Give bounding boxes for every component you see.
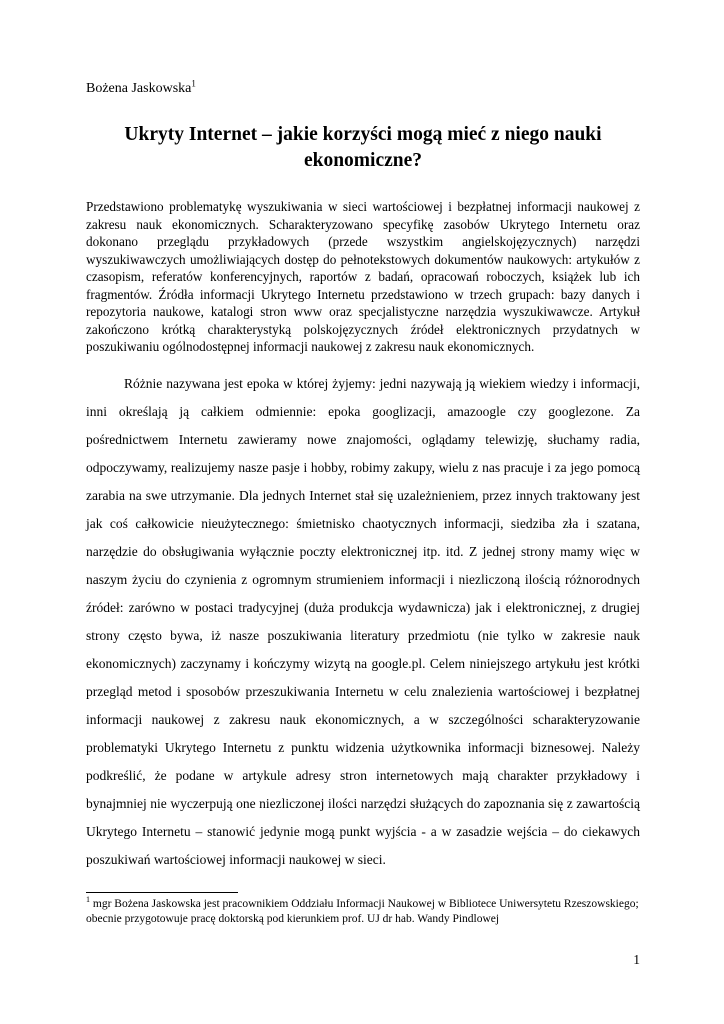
page-number: 1 [633,952,640,967]
author-name: Bożena Jaskowska [86,81,192,96]
page-title: Ukryty Internet – jakie korzyści mogą mieć z niego nauki ekonomiczne? [124,124,602,171]
footnote-paragraph [86,897,640,927]
author-footnote-ref: 1 [191,78,196,89]
body-paragraph: Różnie nazywana jest epoka w której żyjemy: jedni nazywają ją wiekiem wiedzy i informacji, inni określają ją całkiem odmiennie: epoka googlizacji, amazoogle czy googlezone. Za pośrednictwem Internetu zawieramy nowe znajomości, oglądamy telewizję, słuchamy radia, odpoczywamy, realizujemy nasze pasje i hobby, robimy zakupy, wielu z nas pracuje i za jego pomocą zarabia na swe utrzymanie. Dla jednych Internet stał się uzależnieniem, przez innych traktowany jest jak coś całkowicie nieużytecznego: śmietnisko chaotycznych informacji, siedziba zła i szatana, narzędzie do obsługiwania wyłącznie poczty elektronicznej itp. itd. Z jednej strony mamy więc w naszym życiu do czynienia z ogromnym strumieniem informacji i niezliczoną ilością różnorodnych źródeł: zarówno w postaci tradycyjnej (duża produkcja wydawnicza) jak i elektronicznej, z drugiej strony często bywa, iż nasze poszukiwania literatury przedmiotu (nie tylko w zakresie nauk ekonomicznych) zaczynamy i kończymy wizytą na google.pl. Celem niniejszego artykułu jest krótki przegląd metod i sposobów przeszukiwania Internetu w celu znalezienia wartościowej i bezpłatnej informacji naukowej z zakresu nauk ekonomicznych, a w szczególności scharakteryzowanie problematyki Ukrytego Internetu z punktu widzenia użytkownika informacji biznesowej. Należy podkreślić, że podane w artykule adresy stron internetowych mają charakter przykładowy i bynajmniej nie wyczerpują one niezliczonej ilości narzędzi służących do zapoznania się z zawartością Ukrytego Internetu – stanowić jedynie mogą punkt wyjścia - a w zasadzie wejścia – do ciekawych poszukiwań wartościowej informacji naukowej w sieci. [86,375,640,867]
footnote-marker: 1 [86,895,90,905]
page-content [86,80,640,874]
footnote-text: mgr Bożena Jaskowska jest pracownikiem Oddziału Informacji Naukowej w Bibliotece Uniwersytetu Rzeszowskiego; obecnie przygotowuje pracę doktorską pod kierunkiem prof. UJ dr hab. Wandy Pindlowej [86,898,639,925]
footnote-area [86,892,640,927]
footnote-separator [86,892,238,893]
abstract-paragraph: Przedstawiono problematykę wyszukiwania w sieci wartościowej i bezpłatnej informacji naukowej z zakresu nauk ekonomicznych. Scharakteryzowano specyfikę zasobów Ukrytego Internetu oraz dokonano przeglądu przykładowych (przede wszystkim angielskojęzycznych) narzędzi wyszukiwawczych umożliwiających dostęp do pełnotekstowych dokumentów naukowych: artykułów z czasopism, referatów konferencyjnych, raportów z badań, opracowań roboczych, książek lub ich fragmentów. Źródła informacji Ukrytego Internetu przedstawiono w trzech grupach: bazy danych i repozytoria naukowe, katalogi stron www oraz specjalistyczne narzędzia wyszukiwawcze. Artykuł zakończono krótką charakterystyką polskojęzycznych źródeł elektronicznych przydatnych w poszukiwaniu ogólnodostępnej informacji naukowej z zakresu nauk ekonomicznych. [86,199,640,354]
author-line [86,80,640,98]
